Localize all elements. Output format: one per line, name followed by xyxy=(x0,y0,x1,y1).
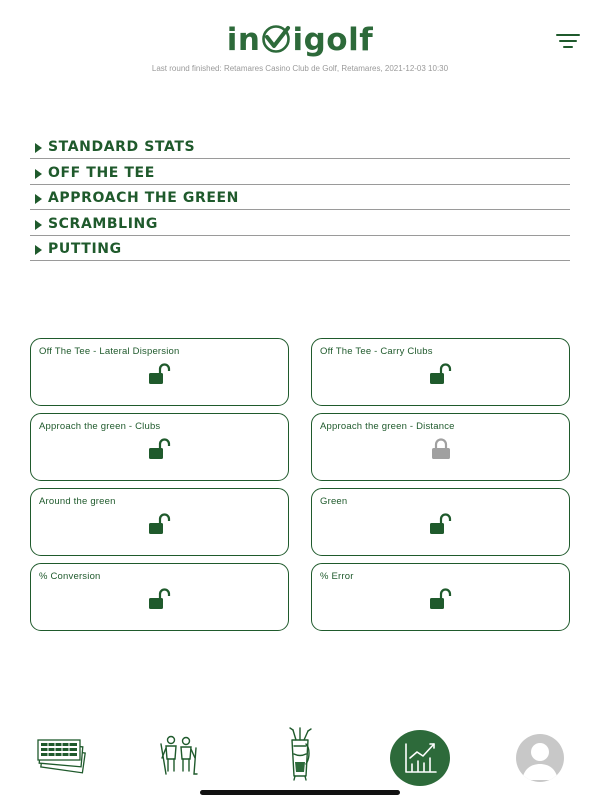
unlocked-padlock-icon xyxy=(147,588,173,610)
section-scrambling[interactable] xyxy=(30,210,570,235)
scorecards-icon xyxy=(36,738,88,774)
app-header xyxy=(0,0,600,90)
unlocked-padlock-icon xyxy=(147,363,173,385)
section-label: PUTTING xyxy=(48,240,122,257)
unlocked-padlock-icon xyxy=(147,438,173,460)
card-title: Approach the green - Distance xyxy=(320,421,455,432)
card-off-the-tee-lateral-dispersion[interactable] xyxy=(30,338,289,406)
nav-stats-button[interactable] xyxy=(390,730,450,786)
nav-golf-bag-button[interactable] xyxy=(282,726,318,782)
unlocked-padlock-icon xyxy=(428,363,454,385)
section-label: STANDARD STATS xyxy=(48,139,196,156)
last-round-subtitle: Last round finished: Retamares Casino Club de Golf, Retamares, 2021-12-03 10:30 xyxy=(151,64,449,73)
golf-bag-icon xyxy=(282,726,318,782)
card-title: Green xyxy=(320,496,348,507)
logo-text-right: igolf xyxy=(292,22,374,58)
expand-triangle-icon xyxy=(35,194,42,204)
card-percent-conversion[interactable] xyxy=(30,563,289,631)
unlocked-padlock-icon xyxy=(428,588,454,610)
section-label: APPROACH THE GREEN xyxy=(48,190,239,207)
stats-chart-icon xyxy=(390,730,450,786)
card-title: Off The Tee - Lateral Dispersion xyxy=(39,346,180,357)
home-indicator xyxy=(200,790,400,795)
card-title: Around the green xyxy=(39,496,116,507)
expand-triangle-icon xyxy=(35,220,42,230)
unlocked-padlock-icon xyxy=(147,513,173,535)
card-approach-the-green-distance[interactable] xyxy=(311,413,570,481)
locked-padlock-icon xyxy=(428,438,454,460)
card-off-the-tee-carry-clubs[interactable] xyxy=(311,338,570,406)
section-label: OFF THE TEE xyxy=(48,164,155,181)
expand-triangle-icon xyxy=(35,245,42,255)
card-title: % Conversion xyxy=(39,571,101,582)
card-around-the-green[interactable] xyxy=(30,488,289,556)
card-title: Approach the green - Clubs xyxy=(39,421,161,432)
expand-triangle-icon xyxy=(35,169,42,179)
card-title: % Error xyxy=(320,571,354,582)
section-putting[interactable] xyxy=(30,236,570,261)
card-green[interactable] xyxy=(311,488,570,556)
section-approach-the-green[interactable] xyxy=(30,185,570,210)
nav-scorecards-button[interactable] xyxy=(36,738,88,774)
card-title: Off The Tee - Carry Clubs xyxy=(320,346,433,357)
invigolf-logo xyxy=(0,22,600,58)
filter-icon[interactable] xyxy=(556,32,580,50)
stats-sections xyxy=(30,134,570,261)
nav-profile-button[interactable] xyxy=(516,734,564,782)
bottom-navigation-bar xyxy=(0,722,600,788)
profile-avatar-icon xyxy=(516,734,564,782)
card-approach-the-green-clubs[interactable] xyxy=(30,413,289,481)
card-percent-error[interactable] xyxy=(311,563,570,631)
unlocked-padlock-icon xyxy=(428,513,454,535)
logo-text-left: in xyxy=(226,22,261,58)
golfers-icon xyxy=(158,734,200,776)
section-standard-stats[interactable] xyxy=(30,134,570,159)
nav-golfers-button[interactable] xyxy=(158,734,200,776)
logo-check-icon xyxy=(261,24,291,54)
expand-triangle-icon xyxy=(35,143,42,153)
section-off-the-tee[interactable] xyxy=(30,159,570,184)
section-label: SCRAMBLING xyxy=(48,215,158,232)
